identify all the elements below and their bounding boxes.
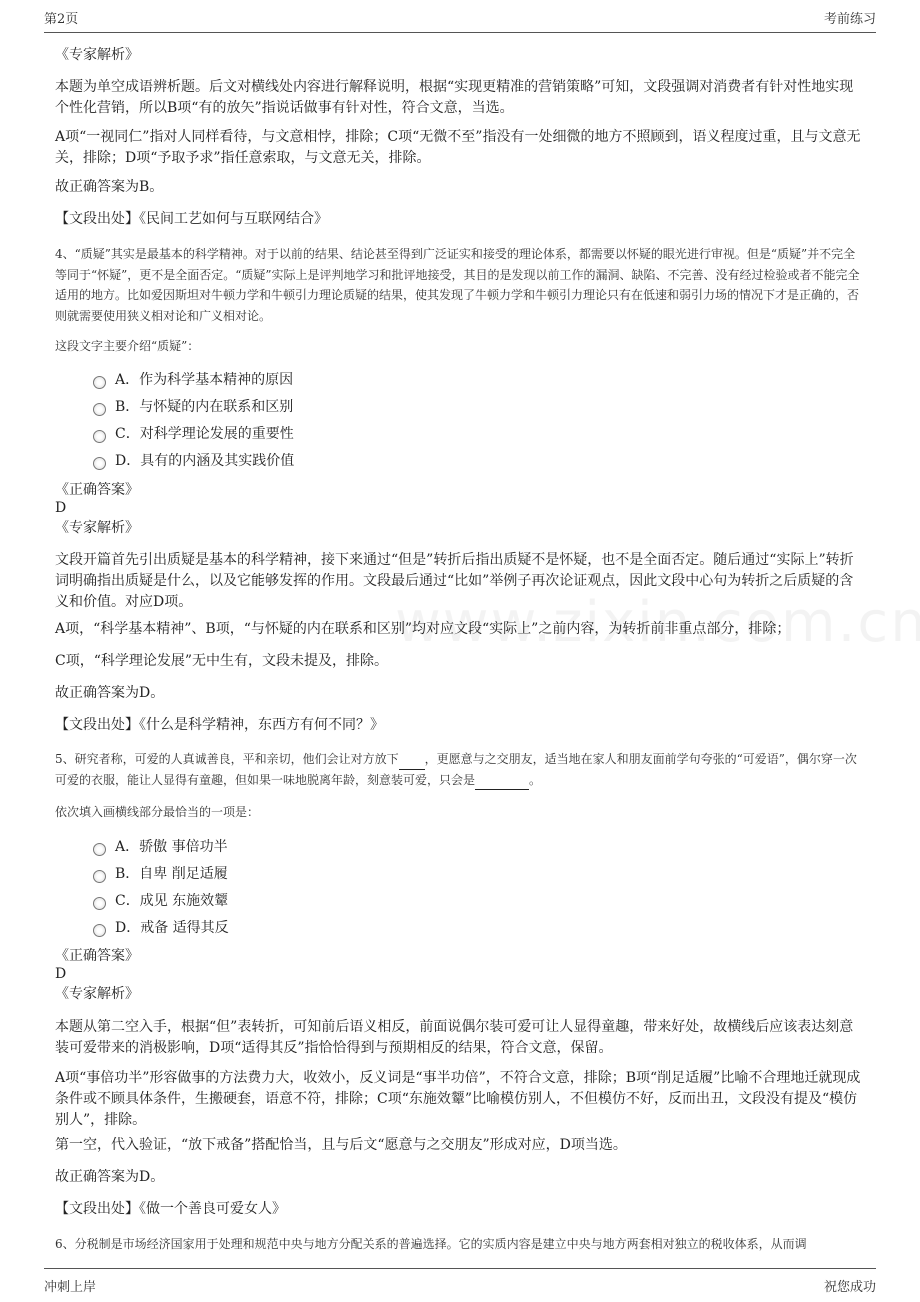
q3-source: 【文段出处】《民间工艺如何与互联网结合》 bbox=[55, 211, 328, 227]
blank-line bbox=[475, 775, 529, 790]
option-letter: A． bbox=[115, 839, 140, 855]
option-letter: C． bbox=[115, 426, 140, 442]
q5-answer-line: 故正确答案为D。 bbox=[55, 1169, 165, 1185]
q5-answer-heading: 《正确答案》 bbox=[55, 948, 139, 964]
option-letter: A． bbox=[115, 372, 140, 388]
option-text: 自卑 削足适履 bbox=[139, 866, 228, 882]
radio-icon[interactable] bbox=[93, 457, 106, 470]
option-letter: C． bbox=[115, 893, 140, 909]
option-letter: B． bbox=[115, 866, 140, 882]
q5-analysis-p3: 第一空，代入验证，“放下戒备”搭配恰当，且与后文“愿意与之交朋友”形成对应，D项当选。 bbox=[55, 1137, 627, 1153]
q3-answer-line: 故正确答案为B。 bbox=[55, 179, 164, 195]
option-text: 成见 东施效颦 bbox=[139, 893, 229, 909]
q5-analysis-p1: 本题从第二空入手，根据“但”表转折，可知前后语义相反，前面说偶尔装可爱可让人显得童趣，带来好处，故横线后应该表达刻意装可爱带来的消极影响，D项“适得其反”指恰恰得到与预期相反的结果，符合文意，保留。 bbox=[55, 1019, 854, 1056]
page-header bbox=[44, 8, 876, 33]
q4-analysis-p1: 文段开篇首先引出质疑是基本的科学精神，接下来通过“但是”转折后指出质疑不是怀疑，也不是全面否定。随后通过“实际上”转折词明确指出质疑是什么，以及它能够发挥的作用。文段最后通过“比如”举例子再次论证观点，因此文段中心句为转折之后质疑的含义和价值。对应D项。 bbox=[55, 552, 854, 610]
q3-analysis-p1: 本题为单空成语辨析题。后文对横线处内容进行解释说明，根据“实现更精准的营销策略”可知，文段强调对消费者有针对性地实现个性化营销，所以B项“有的放矢”指说话做事有针对性，符合文意，当选。 bbox=[55, 79, 854, 116]
q4-analysis-heading: 《专家解析》 bbox=[55, 520, 139, 536]
header-title: 考前练习 bbox=[823, 12, 876, 27]
q4-analysis-p3: C项，“科学理论发展”无中生有，文段未提及，排除。 bbox=[55, 653, 389, 669]
q5-option-c[interactable] bbox=[93, 891, 228, 911]
option-text: 与怀疑的内在联系和区别 bbox=[139, 399, 294, 415]
footer-left-slogan: 冲刺上岸 bbox=[44, 1280, 97, 1295]
radio-icon[interactable] bbox=[93, 924, 106, 937]
q6-passage: 6、分税制是市场经济国家用于处理和规范中央与地方分配关系的普遍选择。它的实质内容是建立中央与地方两套相对独立的税收体系，从而调 bbox=[55, 1237, 807, 1251]
option-text: 骄傲 事倍功半 bbox=[139, 839, 228, 855]
radio-icon[interactable] bbox=[93, 843, 106, 856]
q4-option-a[interactable] bbox=[93, 370, 293, 390]
radio-icon[interactable] bbox=[93, 403, 106, 416]
q5-option-b[interactable] bbox=[93, 864, 228, 884]
q4-answer-line: 故正确答案为D。 bbox=[55, 685, 165, 701]
option-text: 具有的内涵及其实践价值 bbox=[140, 453, 295, 469]
q4-answer-heading: 《正确答案》 bbox=[55, 482, 139, 498]
option-letter: D． bbox=[115, 920, 141, 936]
q3-analysis-heading: 《专家解析》 bbox=[55, 47, 139, 63]
q5-question: 依次填入画横线部分最恰当的一项是： bbox=[55, 805, 260, 819]
radio-icon[interactable] bbox=[93, 897, 106, 910]
page-footer bbox=[44, 1268, 876, 1295]
q5-answer: D bbox=[55, 966, 67, 982]
q4-analysis-p2: A项，“科学基本精神”、B项，“与怀疑的内在联系和区别”均对应文段“实际上”之前内容，为转折前非重点部分，排除； bbox=[55, 621, 791, 637]
q5-passage-part-2: ，更愿意与之交朋友，适当地在家人和朋友面前学句夸张的“可爱语”，偶尔穿一次可爱的衣服，能让人显得有童趣，但如果一味地脱离年龄，刻意装可爱，只会是 bbox=[55, 752, 857, 787]
option-letter: D． bbox=[115, 453, 141, 469]
q5-option-a[interactable] bbox=[93, 837, 228, 857]
blank-line bbox=[399, 755, 425, 770]
q4-option-b[interactable] bbox=[93, 397, 293, 417]
q4-option-c[interactable] bbox=[93, 424, 294, 444]
option-letter: B． bbox=[115, 399, 140, 415]
q5-passage bbox=[55, 749, 867, 790]
radio-icon[interactable] bbox=[93, 376, 106, 389]
q5-analysis-p2: A项“事倍功半”形容做事的方法费力大，收效小，反义词是“事半功倍”，不符合文意，排除；B项“削足适履”比喻不合理地迁就现成条件或不顾具体条件，生搬硬套，语意不符，排除；C项“东施效颦”比喻模仿别人，不但模仿不好，反而出丑，文段没有提及“模仿别人”，排除。 bbox=[55, 1070, 861, 1128]
q4-question: 这段文字主要介绍“质疑”： bbox=[55, 339, 200, 353]
radio-icon[interactable] bbox=[93, 870, 106, 883]
option-text: 对科学理论发展的重要性 bbox=[139, 426, 294, 442]
radio-icon[interactable] bbox=[93, 430, 106, 443]
footer-right-slogan: 祝您成功 bbox=[823, 1280, 876, 1295]
header-page-number: 第2页 bbox=[44, 12, 79, 27]
q4-passage: 4、“质疑”其实是最基本的科学精神。对于以前的结果、结论甚至得到广泛证实和接受的理论体系，都需要以怀疑的眼光进行审视。但是“质疑”并不完全等同于“怀疑”，更不是全面否定。“质疑”实际上是评判地学习和批评地接受，其目的是发现以前工作的漏洞、缺陷、不完善、没有经过检验或者不能完全适用的地方。比如爱因斯坦对牛顿力学和牛顿引力理论质疑的结果，使其发现了牛顿力学和牛顿引力理论只有在低速和弱引力场的情况下才是正确的，否则就需要使用狭义相对论和广义相对论。 bbox=[55, 247, 860, 323]
q5-source: 【文段出处】《做一个善良可爱女人》 bbox=[55, 1201, 286, 1217]
q4-option-d[interactable] bbox=[93, 451, 294, 471]
option-text: 戒备 适得其反 bbox=[140, 920, 229, 936]
q5-passage-part-3: 。 bbox=[529, 772, 542, 787]
q4-answer: D bbox=[55, 500, 67, 516]
q5-option-d[interactable] bbox=[93, 918, 229, 938]
q4-source: 【文段出处】《什么是科学精神，东西方有何不同？》 bbox=[55, 717, 384, 733]
option-text: 作为科学基本精神的原因 bbox=[139, 372, 294, 388]
q5-passage-part-1: 5、研究者称，可爱的人真诚善良，平和亲切，他们会让对方放下 bbox=[55, 752, 399, 766]
q5-analysis-heading: 《专家解析》 bbox=[55, 986, 139, 1002]
q3-analysis-p2: A项“一视同仁”指对人同样看待，与文意相悖，排除；C项“无微不至”指没有一处细微的地方不照顾到，语义程度过重，且与文意无关，排除；D项“予取予求”指任意索取，与文意无关，排除。 bbox=[55, 129, 861, 166]
